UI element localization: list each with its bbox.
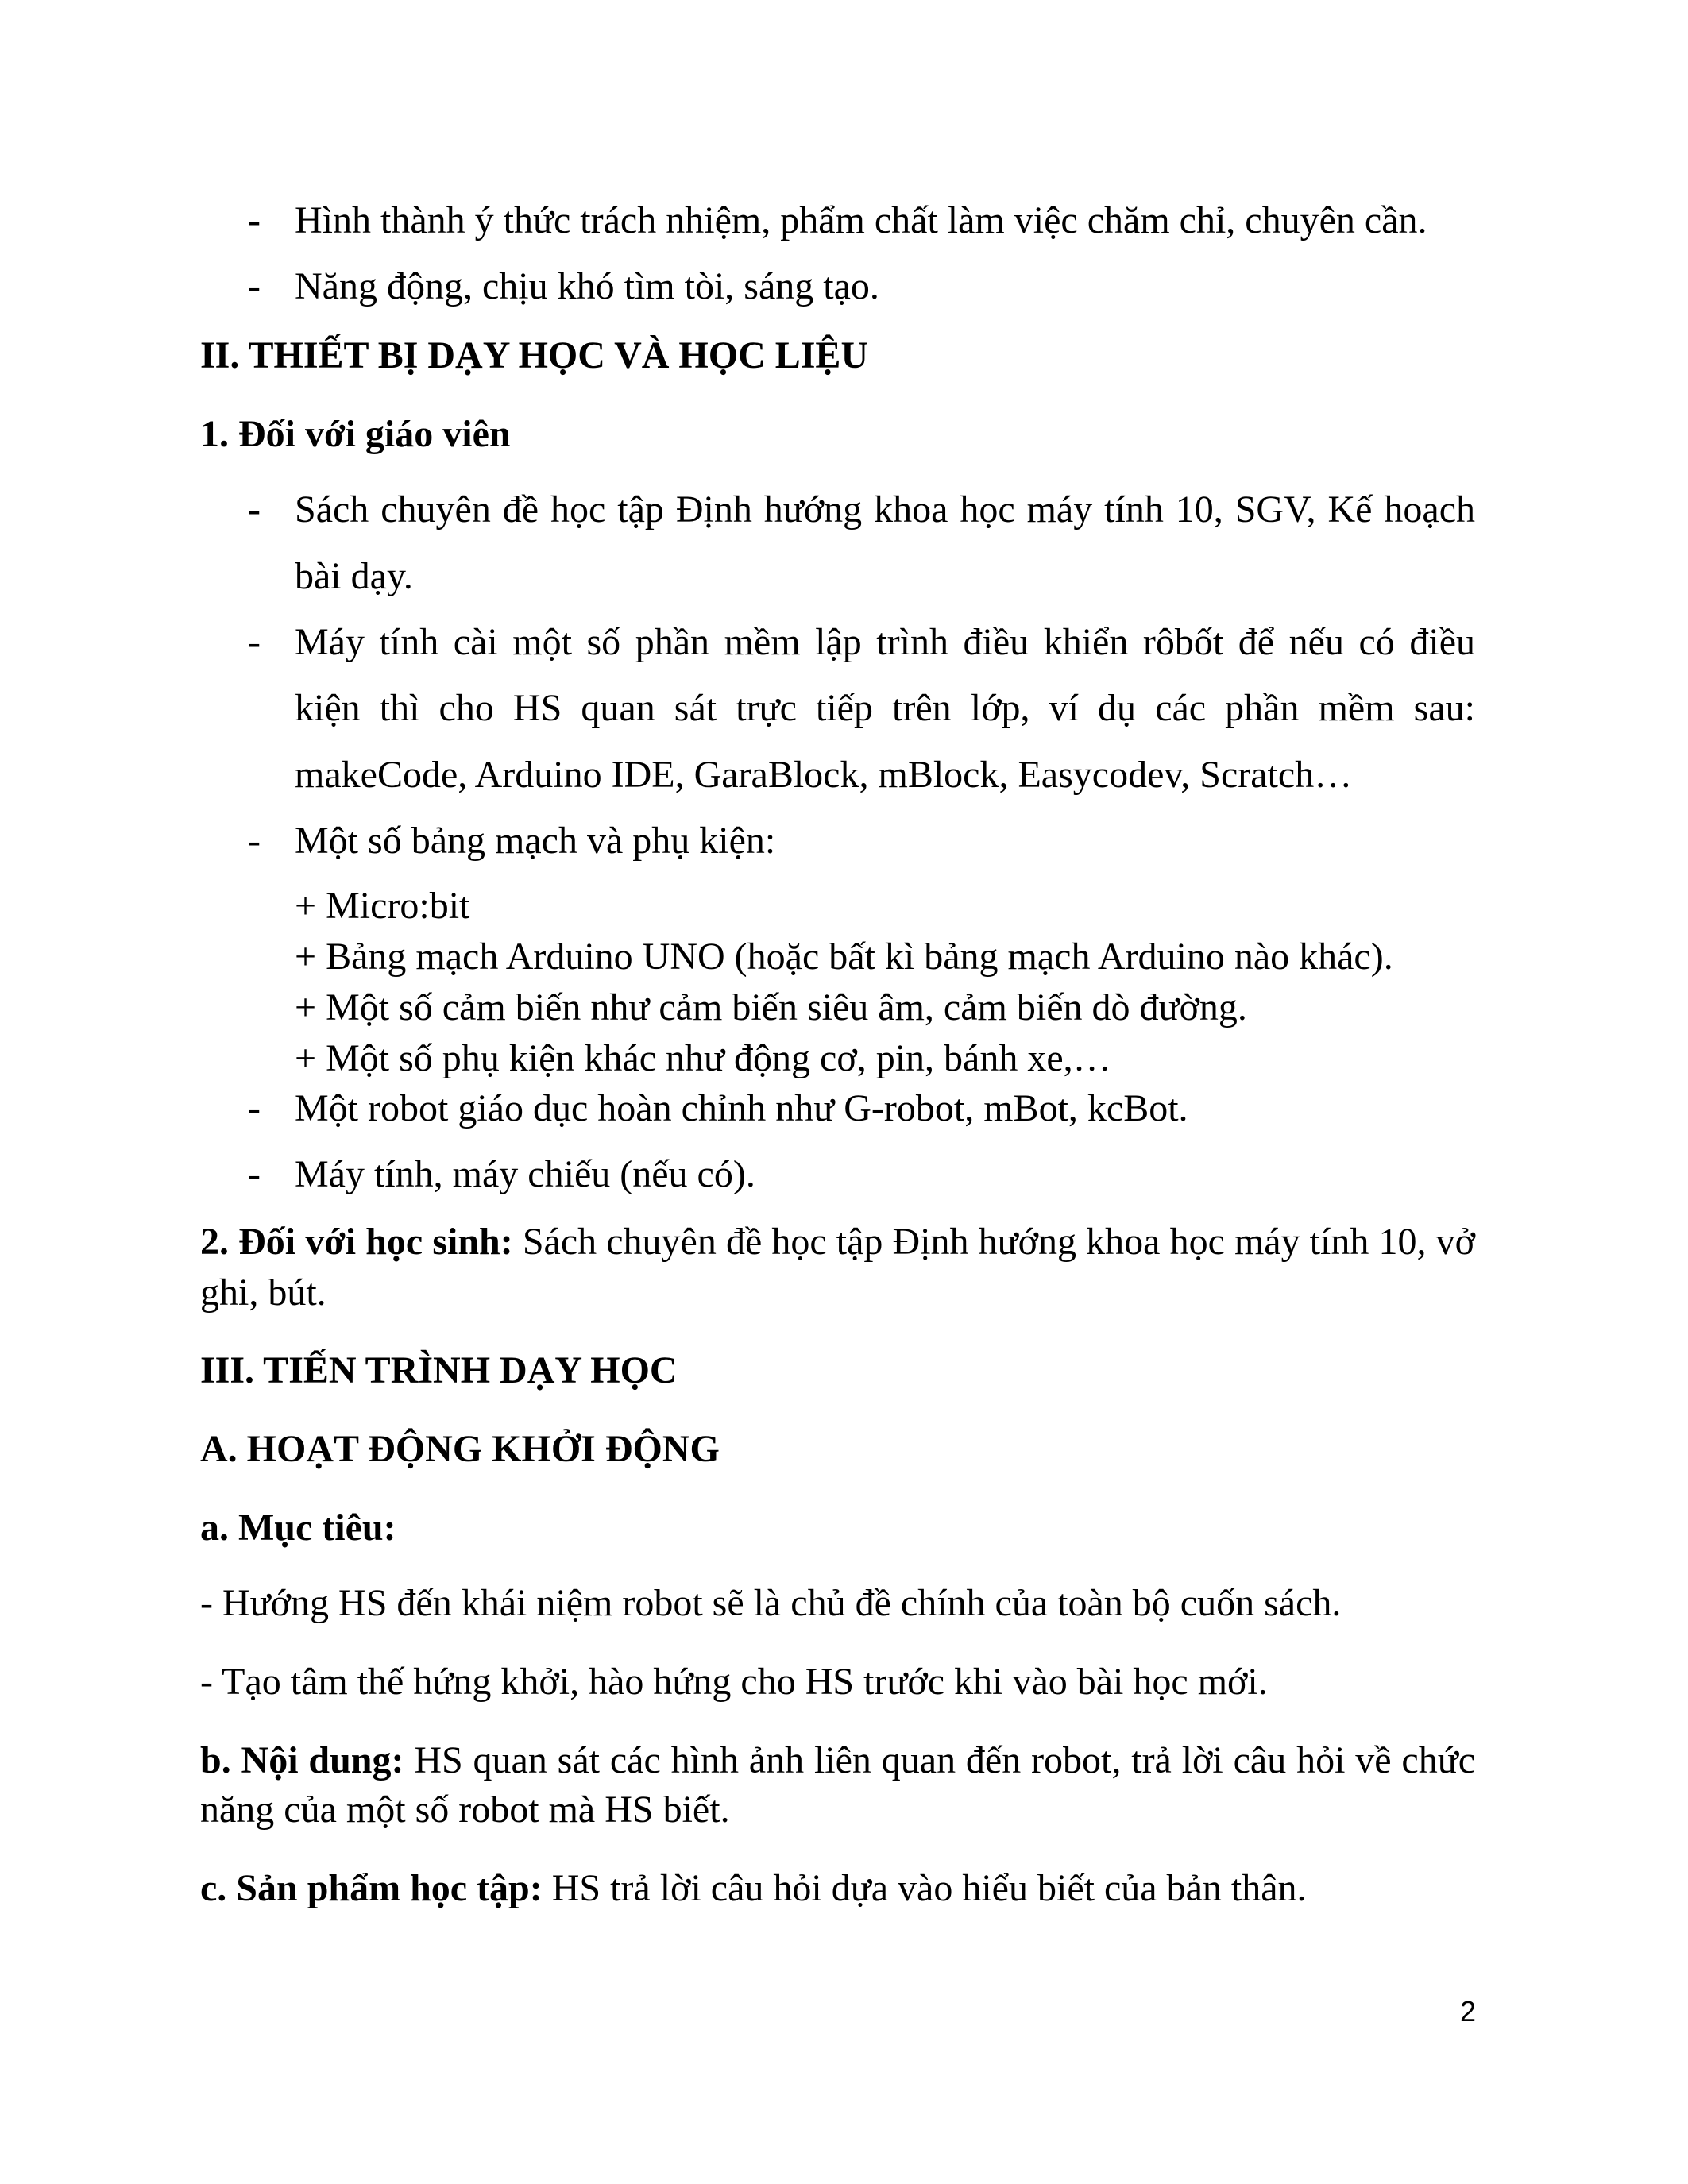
bullet-dash: - [248,1087,261,1129]
bullet-text: Máy tính, máy chiếu (nếu có). [295,1153,755,1195]
bullet-text: Một robot giáo dục hoàn chỉnh như G-robot, mBot, kcBot. [295,1087,1188,1129]
goal-item: - Hướng HS đến khái niệm robot sẽ là chủ đề chính của toàn bộ cuốn sách. [200,1582,1342,1624]
goal-item: - Tạo tâm thế hứng khởi, hào hứng cho HS trước khi vào bài học mới. [200,1661,1268,1703]
sub-item: + Một số phụ kiện khác như động cơ, pin, bánh xe,… [295,1037,1111,1079]
sub-item: + Bảng mạch Arduino UNO (hoặc bất kì bảng mạch Arduino nào khác). [295,936,1393,978]
student-text-cont: ghi, bút. [200,1271,326,1314]
content-text-cont: năng của một số robot mà HS biết. [200,1788,730,1831]
page-number: 2 [1460,1995,1477,2028]
bullet-dash: - [248,820,261,862]
bullet-dash: - [248,1153,261,1195]
bullet-text-cont: kiện thì cho HS quan sát trực tiếp trên lớp, ví dụ các phần mềm sau: [295,687,1475,729]
goal-heading: a. Mục tiêu: [200,1507,396,1549]
bullet-text: Một số bảng mạch và phụ kiện: [295,820,776,862]
bullet-dash: - [248,199,261,241]
sub-item: + Một số cảm biến như cảm biến siêu âm, cảm biến dò đường. [295,986,1247,1028]
bullet-text-cont: bài dạy. [295,555,413,597]
bullet-dash: - [248,265,261,307]
bullet-dash: - [248,621,261,663]
subsection-heading: 1. Đối với giáo viên [200,413,511,455]
product-text: HS trả lời câu hỏi dựa vào hiểu biết của bản thân. [551,1867,1307,1909]
section-heading: II. THIẾT BỊ DẠY HỌC VÀ HỌC LIỆU [200,334,869,376]
section-heading: III. TIẾN TRÌNH DẠY HỌC [200,1349,678,1391]
content-label: b. Nội dung: [200,1739,404,1781]
bullet-text: Năng động, chịu khó tìm tòi, sáng tạo. [295,265,879,307]
student-text: Sách chuyên đề học tập Định hướng khoa học máy tính 10, vở [522,1221,1475,1263]
bullet-text-cont: makeCode, Arduino IDE, GaraBlock, mBlock, Easycodev, Scratch… [295,754,1353,796]
product-label: c. Sản phẩm học tập: [200,1867,543,1909]
student-label: 2. Đối với học sinh: [200,1221,513,1263]
content-text: HS quan sát các hình ảnh liên quan đến robot, trả lời câu hỏi về chức [414,1739,1476,1781]
sub-item: + Micro:bit [295,885,470,927]
activity-heading: A. HOẠT ĐỘNG KHỞI ĐỘNG [200,1428,720,1470]
product-paragraph [200,1866,1307,1911]
bullet-dash: - [248,488,261,531]
bullet-text: Sách chuyên đề học tập Định hướng khoa học máy tính 10, SGV, Kế hoạch [295,488,1475,531]
bullet-text: Hình thành ý thức trách nhiệm, phẩm chất làm việc chăm chỉ, chuyên cần. [295,199,1427,241]
content-paragraph [200,1738,1475,1783]
student-materials [200,1220,1475,1264]
bullet-text: Máy tính cài một số phần mềm lập trình điều khiển rôbốt để nếu có điều [295,621,1475,663]
